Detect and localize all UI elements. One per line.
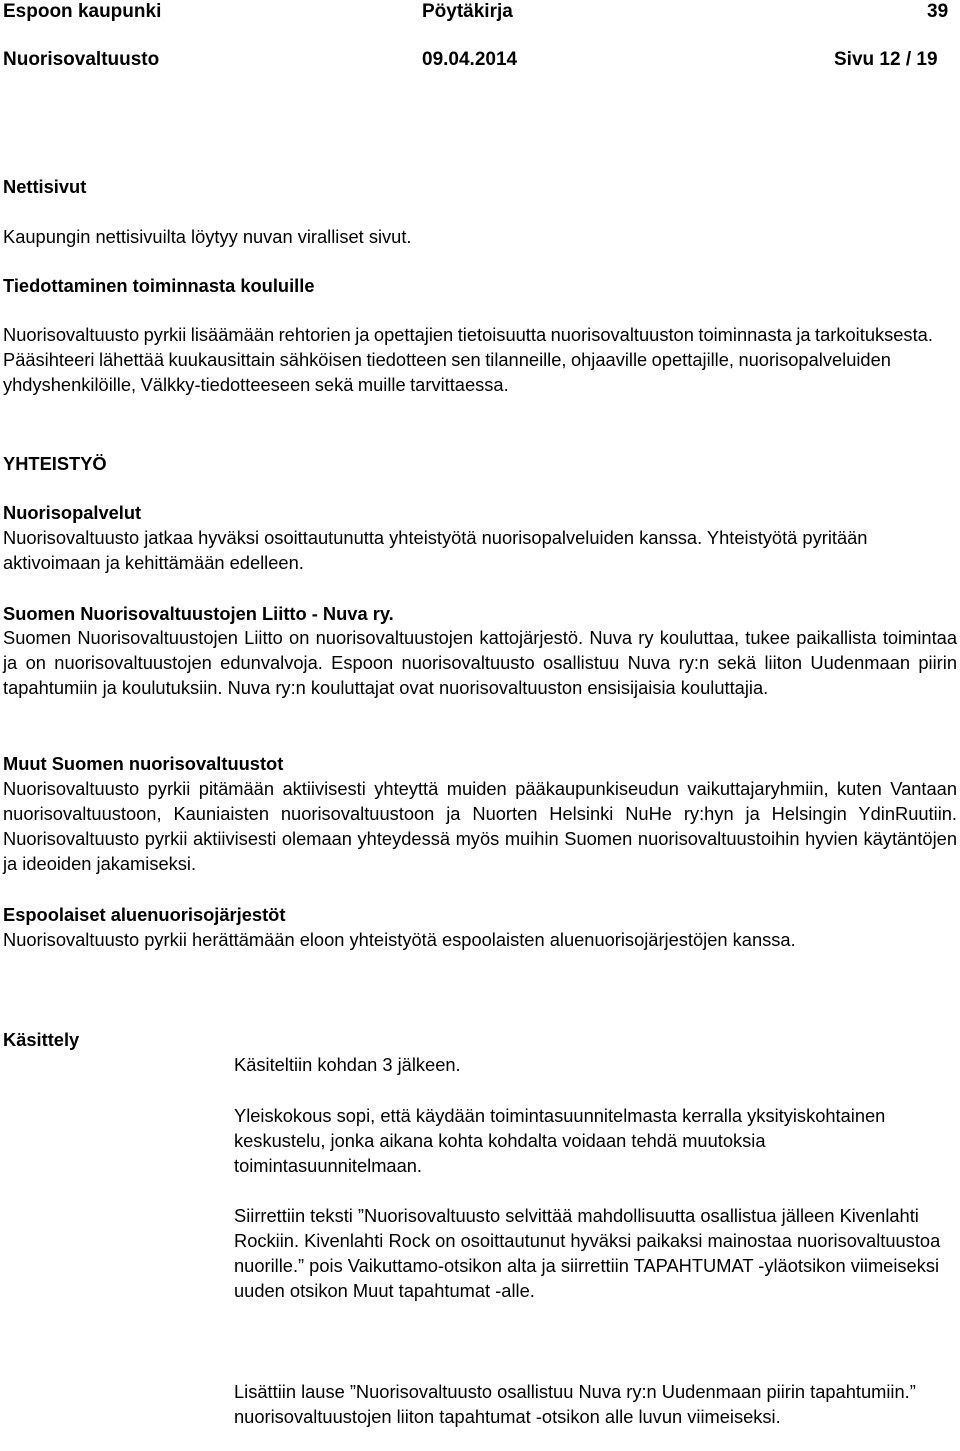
yhteistyo-title: YHTEISTYÖ	[3, 453, 107, 474]
nettisivut-heading: Nettisivut	[3, 176, 87, 197]
header-page-number: 39	[927, 1, 949, 22]
muut-text: Nuorisovaltuusto pyrkii pitämään aktiivisesti yhteyttä muiden pääkaupunkiseudun vaikuttajaryhmiin, kuten Vantaan nuorisovaltuustoon, Kauniaisten nuorisovaltuustoon ja Nuorten Helsinki NuHe ry:hyn ja Helsingin YdinRuutiin. Nuorisovaltuusto pyrkii aktiivisesti olemaan yhteydessä myös muihin Suomen nuorisovaltuustoihin hyvien käytäntöjen ja ideoiden jakamiseksi.	[3, 778, 957, 874]
liitto-text: Suomen Nuorisovaltuustojen Liitto on nuorisovaltuustojen kattojärjestö. Nuva ry kouluttaa, tukee paikallista toimintaa ja on nuorisovaltuustojen edunvalvoja. Espoon nuorisovaltuusto osallistuu Nuva ry:n sekä liiton Uudenmaan piirin tapahtumiin ja koulutuksiin. Nuva ry:n kouluttajat ovat nuorisovaltuuston ensisijaisia kouluttajia.	[3, 627, 957, 698]
espoolaiset-heading: Espoolaiset aluenuorisojärjestöt	[3, 904, 286, 925]
espoolaiset-text: Nuorisovaltuusto pyrkii herättämään eloon yhteistyötä espoolaisten aluenuorisojärjestöjen kanssa.	[3, 929, 796, 950]
tiedottaminen-text: Nuorisovaltuusto pyrkii lisäämään rehtorien ja opettajien tietoisuutta nuorisovaltuuston toiminnasta ja tarkoituksesta. Pääsihteeri lähettää kuukausittain sähköisen tiedotteen sen tilanneille, ohjaaville opettajille, nuorisopalveluiden yhdyshenkilöille, Välkky-tiedotteeseen sekä muille tarvittaessa.	[3, 324, 933, 395]
nuorisopalvelut-heading: Nuorisopalvelut	[3, 502, 142, 523]
kasittely-paragraph-2: Yleiskokous sopi, että käydään toimintasuunnitelmasta kerralla yksityiskohtainen keskustelu, jonka aikana kohta kohdalta voidaan tehdä muutoksia toimintasuunnitelmaan.	[234, 1105, 886, 1176]
liitto-heading: Suomen Nuorisovaltuustojen Liitto - Nuva ry.	[3, 603, 394, 624]
header-body: Nuorisovaltuusto	[3, 49, 160, 70]
header-date: 09.04.2014	[422, 49, 518, 70]
kasittely-paragraph-4: Lisättiin lause ”Nuorisovaltuusto osallistuu Nuva ry:n Uudenmaan piirin tapahtumiin.” nuorisovaltuustojen liiton tapahtumat -otsikon alle luvun viimeiseksi.	[234, 1381, 916, 1427]
header-page-of: Sivu 12 / 19	[834, 49, 938, 70]
kasittely-label: Käsittely	[3, 1029, 80, 1050]
muut-heading: Muut Suomen nuorisovaltuustot	[3, 753, 284, 774]
tiedottaminen-heading: Tiedottaminen toiminnasta kouluille	[3, 275, 315, 296]
header-org: Espoon kaupunki	[3, 1, 162, 22]
header-doc-type: Pöytäkirja	[422, 1, 513, 22]
nuorisopalvelut-text: Nuorisovaltuusto jatkaa hyväksi osoittautunutta yhteistyötä nuorisopalveluiden kanssa. Yhteistyötä pyritään aktivoimaan ja kehittämään edelleen.	[3, 527, 868, 573]
kasittely-paragraph-1: Käsiteltiin kohdan 3 jälkeen.	[234, 1054, 461, 1075]
kasittely-paragraph-3: Siirrettiin teksti ”Nuorisovaltuusto selvittää mahdollisuutta osallistua jälleen Kivenlahti Rockiin. Kivenlahti Rock on osoittautunut hyväksi paikaksi mainostaa nuorisovaltuustoa nuorille.” pois Vaikuttamo-otsikon alta ja siirrettiin TAPAHTUMAT -yläotsikon viimeiseksi uuden otsikon Muut tapahtumat -alle.	[234, 1205, 941, 1301]
nettisivut-text: Kaupungin nettisivuilta löytyy nuvan viralliset sivut.	[3, 226, 412, 247]
